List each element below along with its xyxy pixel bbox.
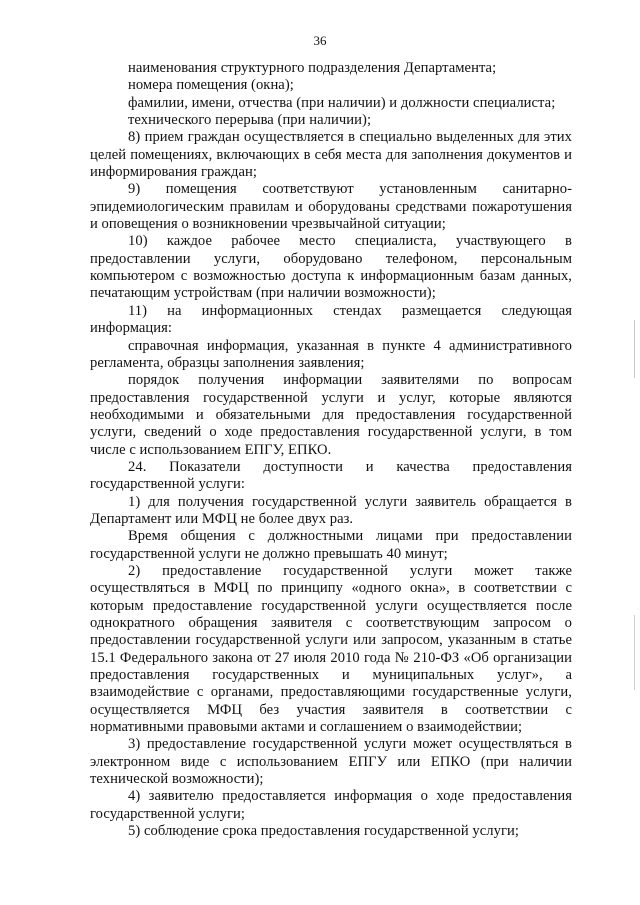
paragraph-indicator-1: 1) для получения государственной услуги заявитель обращается в Департамент или МФЦ не более двух раз. [90,493,572,527]
paragraph-indicator-3: 3) предоставление государственной услуги может осуществляться в электронном виде с использованием ЕПГУ или ЕПКО (при наличии технической возможности); [90,736,572,788]
paragraph-indicator-4: 4) заявителю предоставляется информация о ходе предоставления государственной услуги; [90,788,572,822]
paragraph-specialist-name: фамилии, имени, отчества (при наличии) и должности специалиста; [128,94,556,111]
paragraph-indicator-5: 5) соблюдение срока предоставления государственной услуги; [128,823,519,840]
page-number: 36 [313,33,327,48]
paragraph-section-24: 24. Показатели доступности и качества предоставления государственной услуги: [90,458,572,493]
paragraph-structural-unit-name: наименования структурного подразделения Департамента; [128,60,497,76]
paragraph-reference-info: справочная информация, указанная в пункте 4 административного регламента, образцы заполнения заявления; [90,337,572,371]
paragraph-item-9: 9) помещения соответствуют установленным санитарно-эпидемиологическим правилам и оборудованы средствами пожаротушения и оповещения о возникновении чрезвычайной ситуации; [90,181,572,233]
paragraph-room-number: номера помещения (окна); [128,77,294,94]
paragraph-info-order: порядок получения информации заявителями по вопросам предоставления государственной услуги и услуг, которые являются необходимыми и обязательными для предоставления государственной услуги, сведений о ходе предоставления государственной услуги, в том числе с использованием ЕПГУ, ЕПКО. [90,372,572,458]
paragraph-indicator-2: 2) предоставление государственной услуги может также осуществляться в МФЦ по принципу «одного окна», в соответствии с которым предоставление государственной услуги осуществляется после однократного обращения заявителя с соответствующим запросом о предоставлении государственной услуги или запросом, указанным в статье 15.1 Федерального закона от 27 июля 2010 года № 210-ФЗ «Об организации предоставления государственных и муниципальных услуг», а взаимодействие с органами, предоставляющими государственные услуги, осуществляется МФЦ без участия заявителя в соответствии с нормативными правовыми актами и соглашением о взаимодействии; [90,562,572,736]
paragraph-item-11: 11) на информационных стендах размещается следующая информация: [90,302,572,337]
document-body [90,60,572,840]
scan-edge-mark [634,615,635,690]
scan-edge-mark [634,320,635,378]
paragraph-technical-break: технического перерыва (при наличии); [128,112,372,129]
paragraph-item-8: 8) прием граждан осуществляется в специально выделенных для этих целей помещениях, включающих в себя места для заполнения документов и информирования граждан; [90,129,572,181]
paragraph-communication-time: Время общения с должностными лицами при предоставлении государственной услуги не должно превышать 40 минут; [90,528,572,562]
paragraph-item-10: 10) каждое рабочее место специалиста, участвующего в предоставлении услуги, оборудовано телефоном, персональным компьютером с возможностью доступа к информационным базам данных, печатающим устройствам (при наличии возможности); [90,233,572,302]
